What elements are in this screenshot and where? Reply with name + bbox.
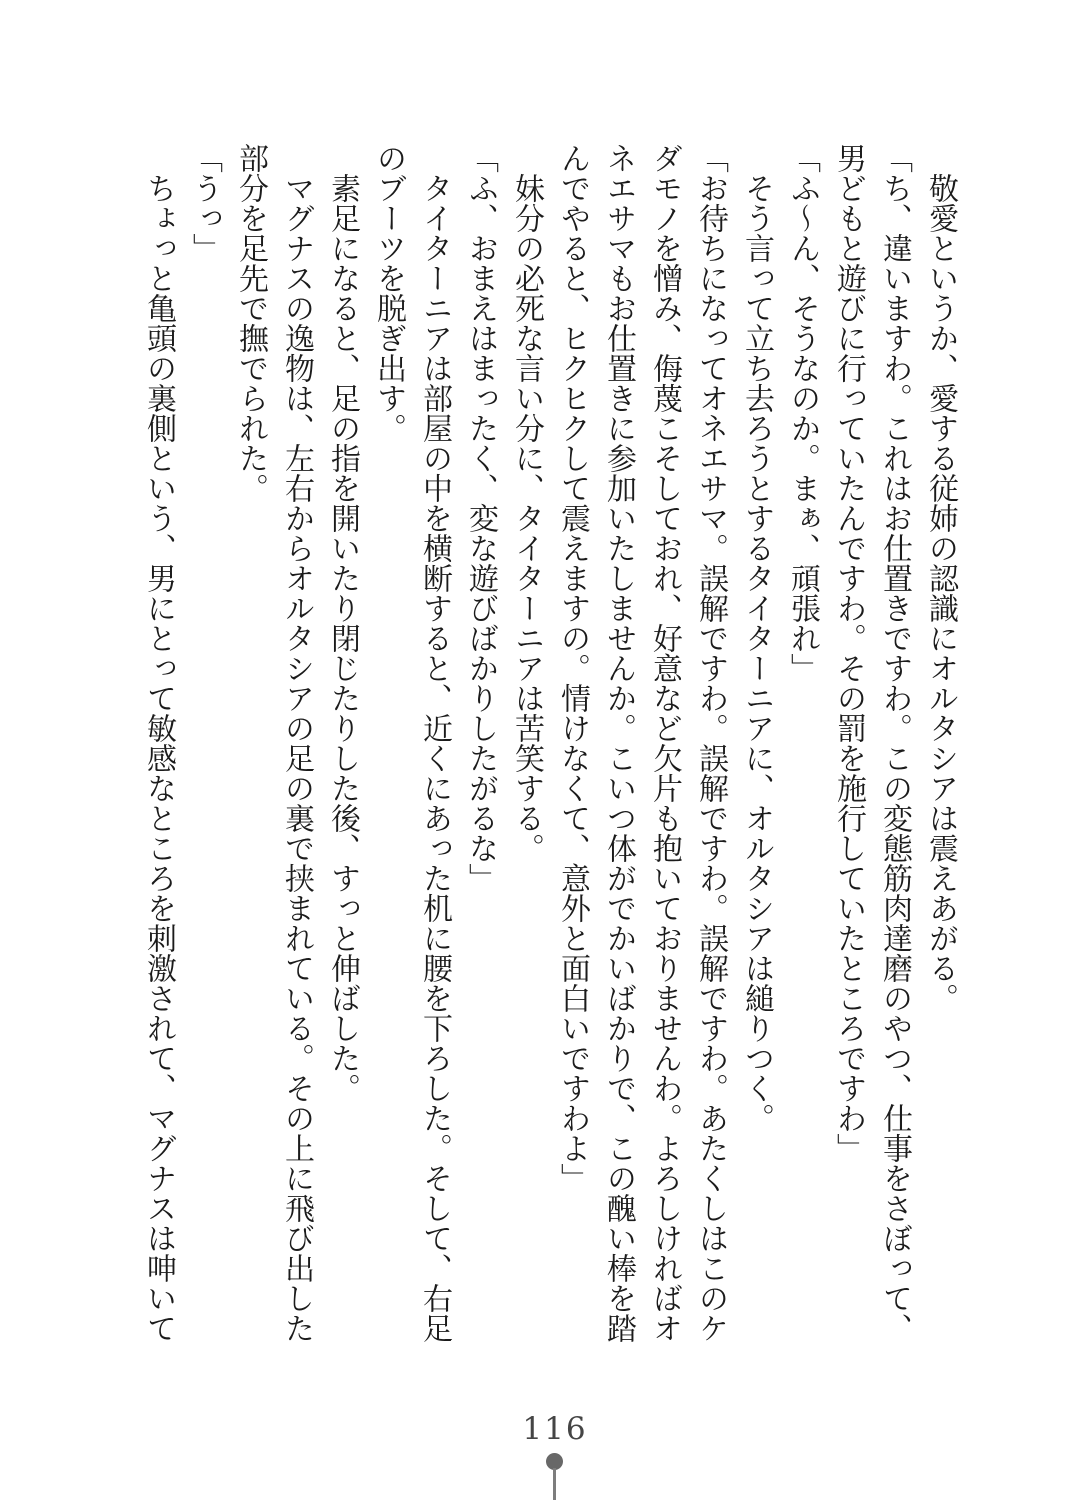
text-column: 敬愛というか、愛する従姉の認識にオルタシアは震えあがる。	[924, 173, 957, 1013]
text-column: のブーツを脱ぎ出す。	[372, 143, 405, 443]
page-number: 116	[522, 1411, 588, 1447]
text-column: そう言って立ち去ろうとするタイターニアに、オルタシアは縋りつく。	[740, 173, 773, 1133]
text-column: 「ふ、おまえはまったく、変な遊びばかりしたがるな」	[464, 143, 497, 893]
text-column: 男どもと遊びに行っていたんですわ。その罰を施行していたところですわ」	[832, 143, 865, 1163]
text-column: 「お待ちになってオネエサマ。誤解ですわ。誤解ですわ。誤解ですわ。あたくしはこのケ	[694, 143, 727, 1343]
pin-line-icon	[553, 1468, 556, 1500]
text-column: 部分を足先で撫でられた。	[234, 143, 267, 503]
text-column: んでやると、ヒクヒクして震えますの。情けなくて、意外と面白いですわよ」	[556, 143, 589, 1193]
text-column: マグナスの逸物は、左右からオルタシアの足の裏で挟まれている。その上に飛び出した	[280, 173, 313, 1343]
text-column: 素足になると、足の指を開いたり閉じたりした後、すっと伸ばした。	[326, 173, 359, 1103]
text-column: ダモノを憎み、侮蔑こそしておれ、好意など欠片も抱いておりませんわ。よろしければオ	[648, 143, 681, 1343]
text-column: ネエサマもお仕置きに参加いたしませんか。こいつ体がでかいばかりで、この醜い棒を踏	[602, 143, 635, 1343]
text-column: ちょっと亀頭の裏側という、男にとって敏感なところを刺激されて、マグナスは呻いて	[142, 173, 175, 1343]
text-column: タイターニアは部屋の中を横断すると、近くにあった机に腰を下ろした。そして、右足	[418, 173, 451, 1343]
text-column: 「ふ〜ん、そうなのか。まぁ、頑張れ」	[786, 143, 819, 683]
text-column: 「ち、違いますわ。これはお仕置きですわ。この変態筋肉達磨のやつ、仕事をさぼって、	[878, 143, 911, 1343]
vertical-text-block	[135, 143, 963, 1343]
text-column: 妹分の必死な言い分に、タイターニアは苦笑する。	[510, 173, 543, 863]
text-column: 「うっ」	[188, 143, 221, 263]
